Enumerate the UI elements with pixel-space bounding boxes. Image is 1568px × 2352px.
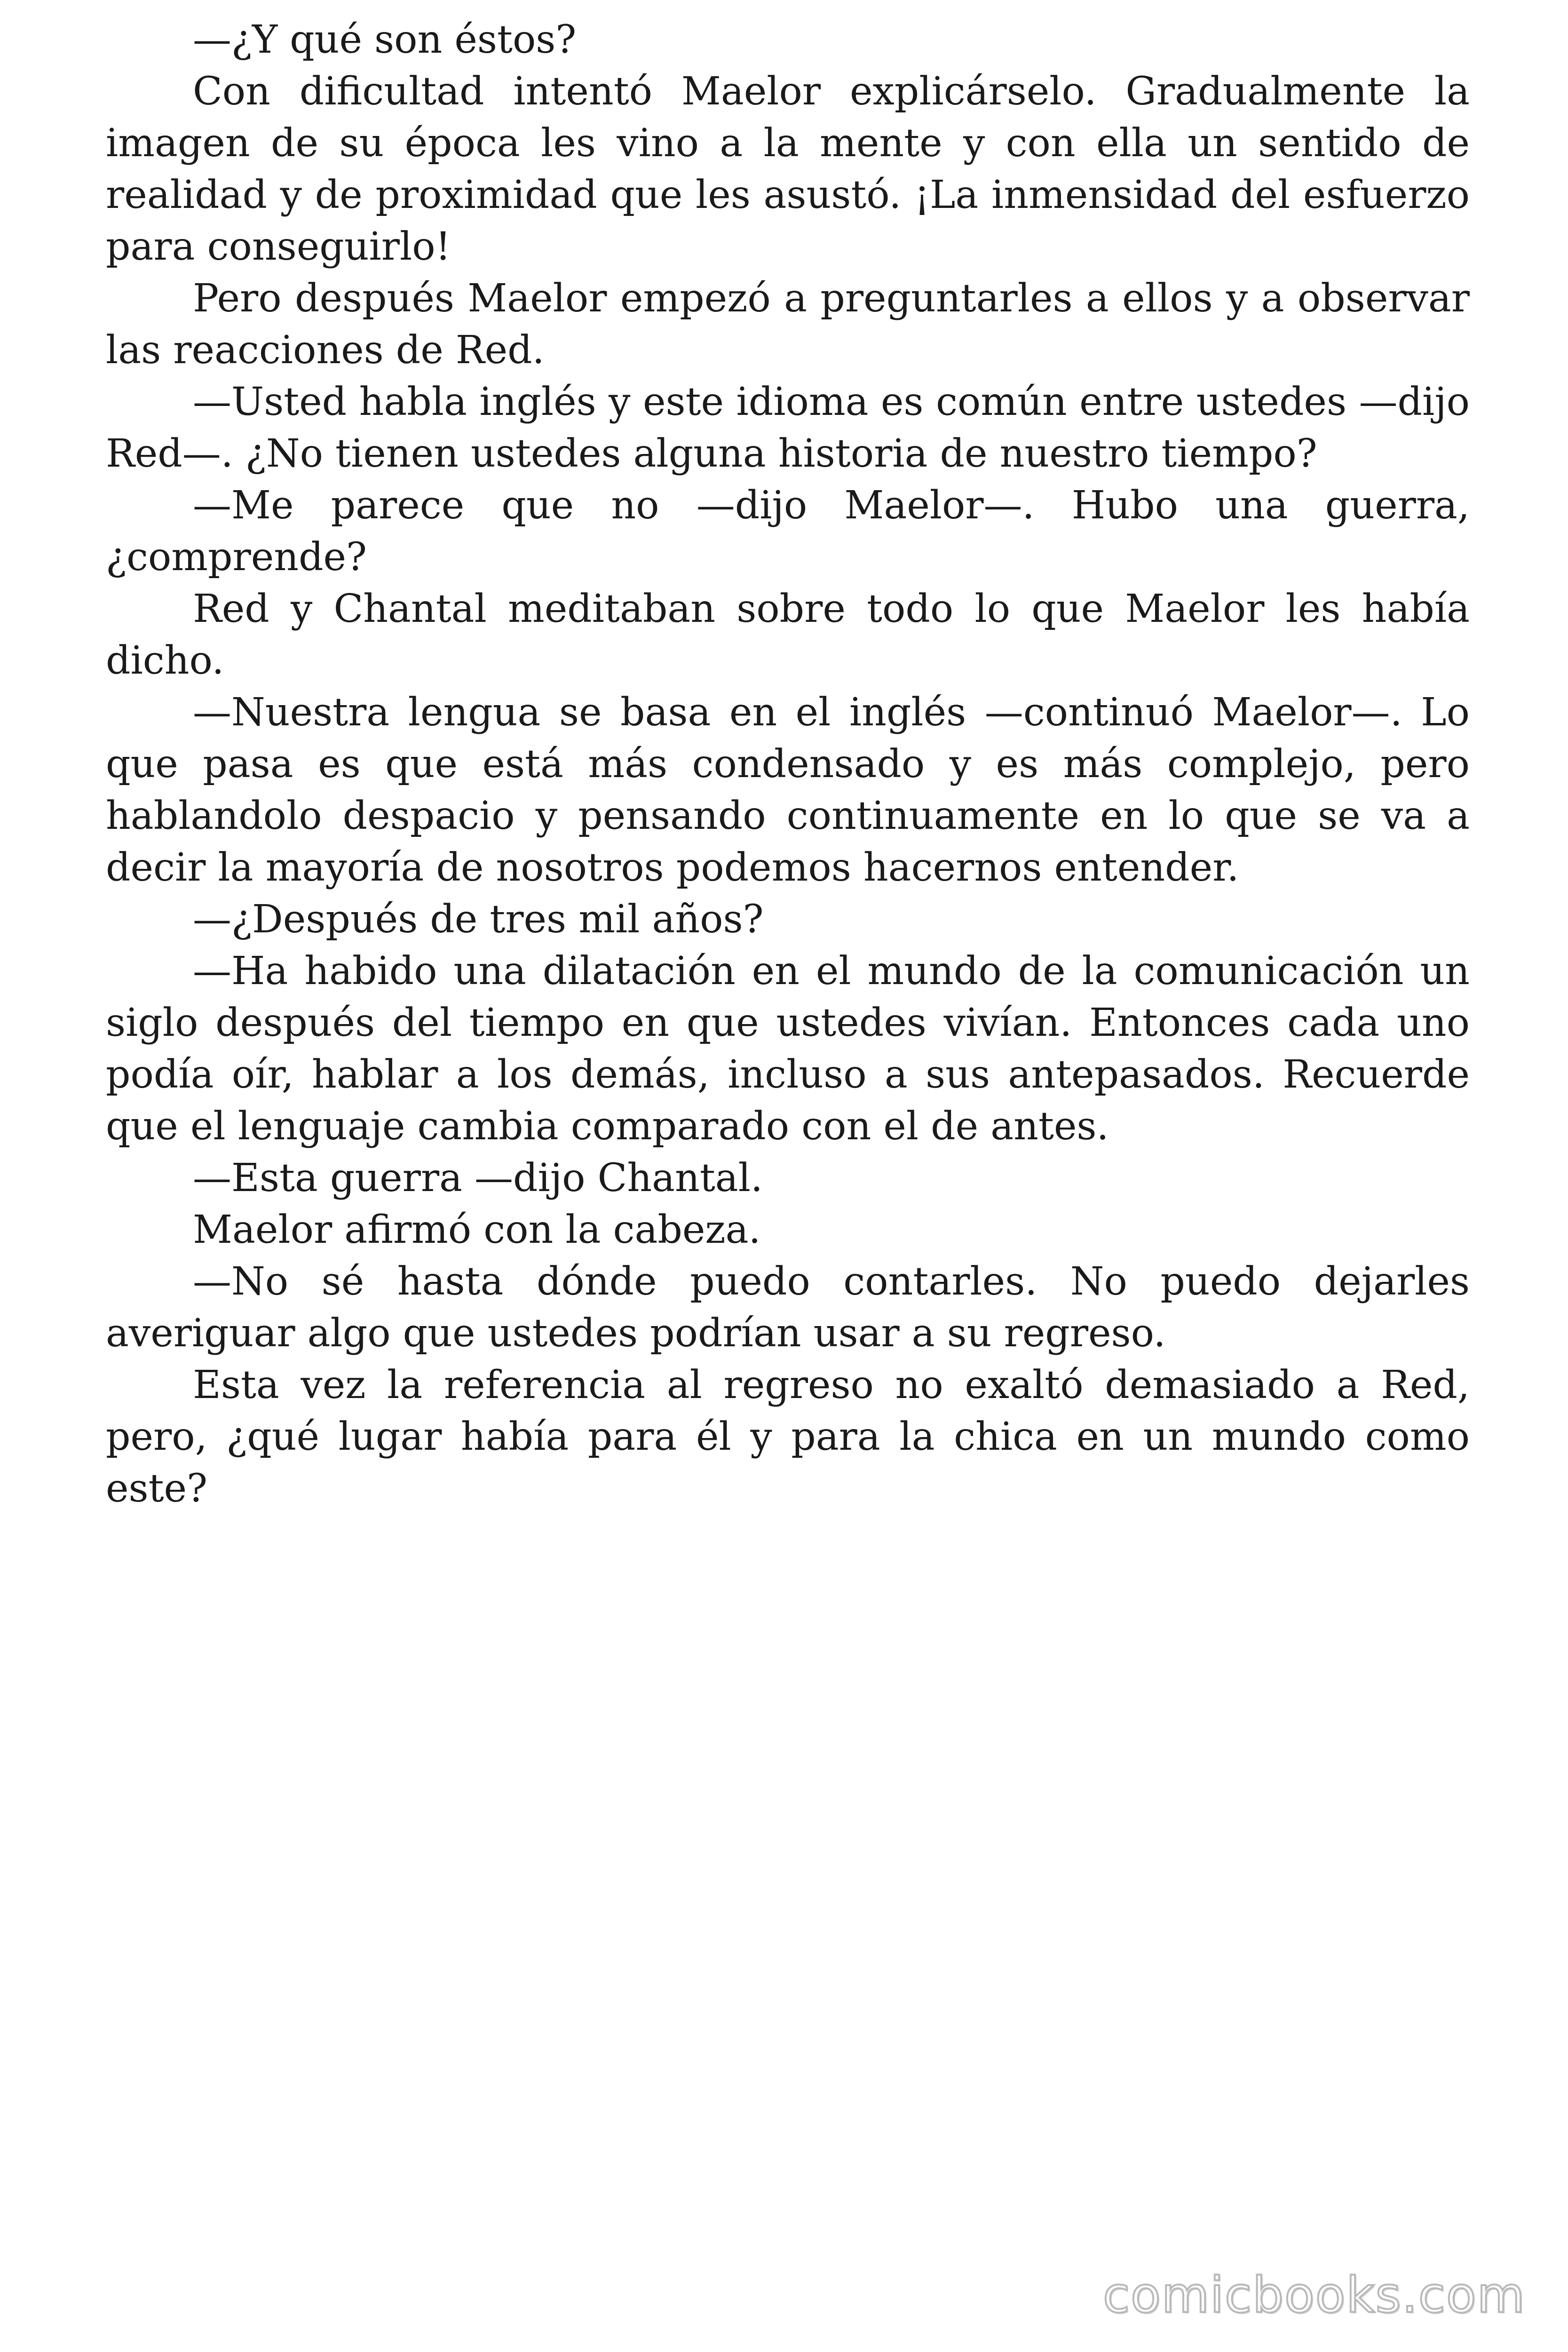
paragraph: Pero después Maelor empezó a preguntarles a ellos y a observar las reacciones de Red. (106, 276, 1470, 373)
page-body (106, 14, 1470, 1515)
paragraph: —¿Después de tres mil años? (193, 897, 764, 942)
paragraph: Con dificultad intentó Maelor explicárselo. Gradualmente la imagen de su época les vino a la mente y con ella un sentido de realidad y de proximidad que les asustó. ¡La inmensidad del esfuerzo para conseguirlo! (106, 69, 1470, 269)
paragraph: —Esta guerra —dijo Chantal. (193, 1156, 763, 1200)
paragraph: —No sé hasta dónde puedo contarles. No puedo dejarles averiguar algo que ustedes podrían usar a su regreso. (106, 1259, 1470, 1356)
paragraph: Esta vez la referencia al regreso no exaltó demasiado a Red, pero, ¿qué lugar había para él y para la chica en un mundo como este? (106, 1363, 1470, 1511)
watermark: comicbooks.com (1102, 2266, 1526, 2324)
paragraph: Maelor afirmó con la cabeza. (193, 1208, 761, 1252)
paragraph: —Ha habido una dilatación en el mundo de la comunicación un siglo después del tiempo en que ustedes vivían. Entonces cada uno podía oír, hablar a los demás, incluso a sus antepasados. Recuerde que el lenguaje cambia comparado con el de antes. (106, 949, 1470, 1149)
paragraph: —¿Y qué son éstos? (193, 17, 577, 62)
paragraph: —Nuestra lengua se basa en el inglés —continuó Maelor—. Lo que pasa es que está más condensado y es más complejo, pero hablandolo despacio y pensando continuamente en lo que se va a decir la mayoría de nosotros podemos hacernos entender. (106, 690, 1470, 890)
paragraph: Red y Chantal meditaban sobre todo lo que Maelor les había dicho. (106, 587, 1470, 683)
paragraph: —Usted habla inglés y este idioma es común entre ustedes —dijo Red—. ¿No tienen ustedes alguna historia de nuestro tiempo? (106, 380, 1470, 476)
paragraph: —Me parece que no —dijo Maelor—. Hubo una guerra, ¿comprende? (106, 483, 1470, 580)
